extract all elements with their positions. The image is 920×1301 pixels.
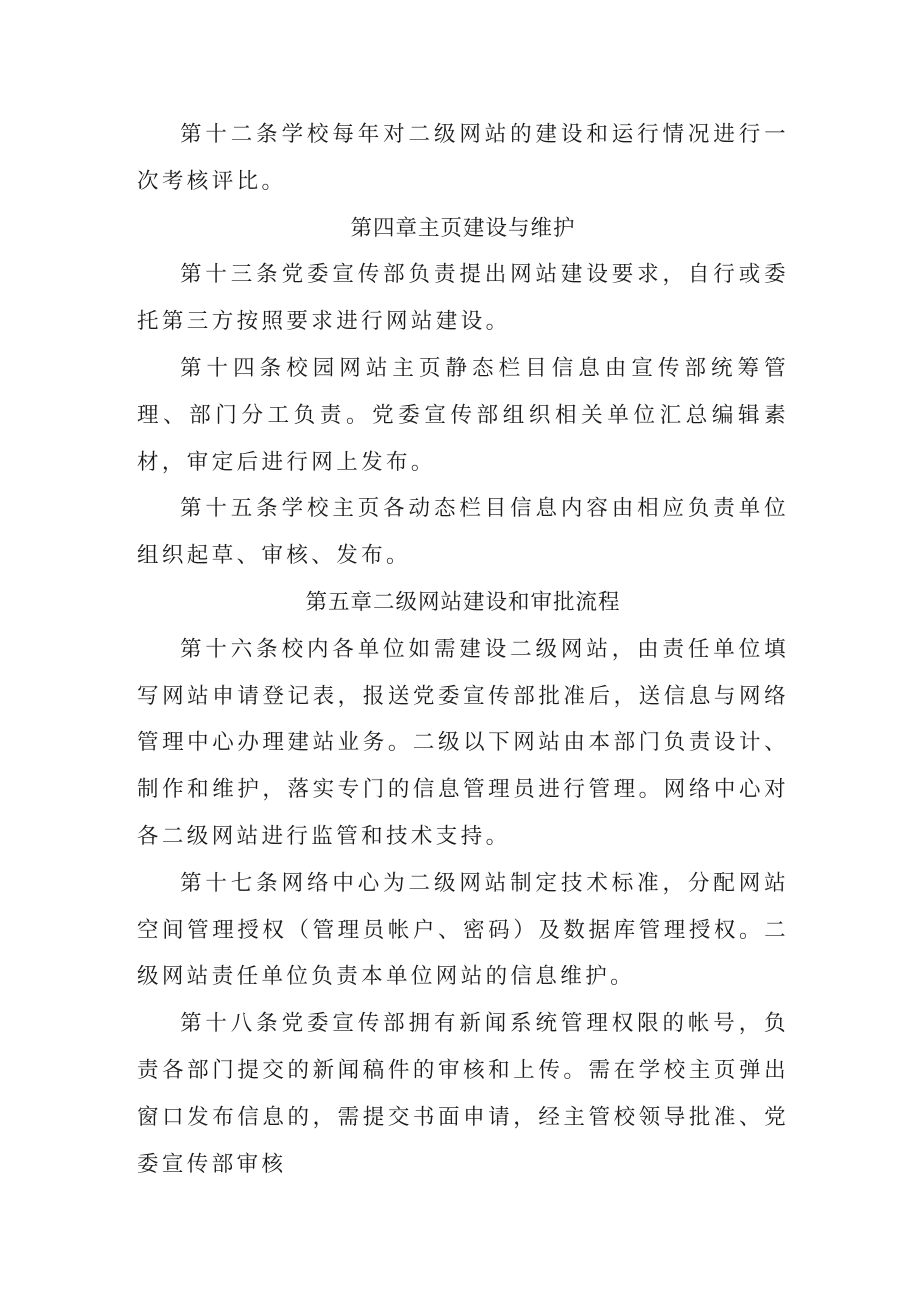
article-12-paragraph: 第十二条学校每年对二级网站的建设和运行情况进行一次考核评比。 <box>137 122 789 194</box>
article-15-paragraph: 第十五条学校主页各动态栏目信息内容由相应负责单位组织起草、审核、发布。 <box>137 496 789 569</box>
chapter-5-heading: 第五章二级网站建设和审批流程 <box>305 589 621 615</box>
article-13-paragraph: 第十三条党委宣传部负责提出网站建设要求，自行或委托第三方按照要求进行网站建设。 <box>137 262 789 335</box>
article-18-paragraph: 第十八条党委宣传部拥有新闻系统管理权限的帐号，负责各部门提交的新闻稿件的审核和上传。需在学校主页弹出窗口发布信息的，需提交书面申请，经主管校领导批准、党委宣传部审核 <box>137 1011 789 1177</box>
chapter-4-heading: 第四章主页建设与维护 <box>350 215 576 241</box>
document-body <box>137 112 789 1188</box>
article-14-paragraph: 第十四条校园网站主页静态栏目信息由宣传部统筹管理、部门分工负责。党委宣传部组织相关单位汇总编辑素材，审定后进行网上发布。 <box>137 355 789 475</box>
article-17-paragraph: 第十七条网络中心为二级网站制定技术标准，分配网站空间管理授权（管理员帐户、密码）及数据库管理授权。二级网站责任单位负责本单位网站的信息维护。 <box>137 870 789 990</box>
article-16-paragraph: 第十六条校内各单位如需建设二级网站，由责任单位填写网站申请登记表，报送党委宣传部批准后，送信息与网络管理中心办理建站业务。二级以下网站由本部门负责设计、制作和维护，落实专门的信息管理员进行管理。网络中心对各二级网站进行监管和技术支持。 <box>137 636 789 849</box>
